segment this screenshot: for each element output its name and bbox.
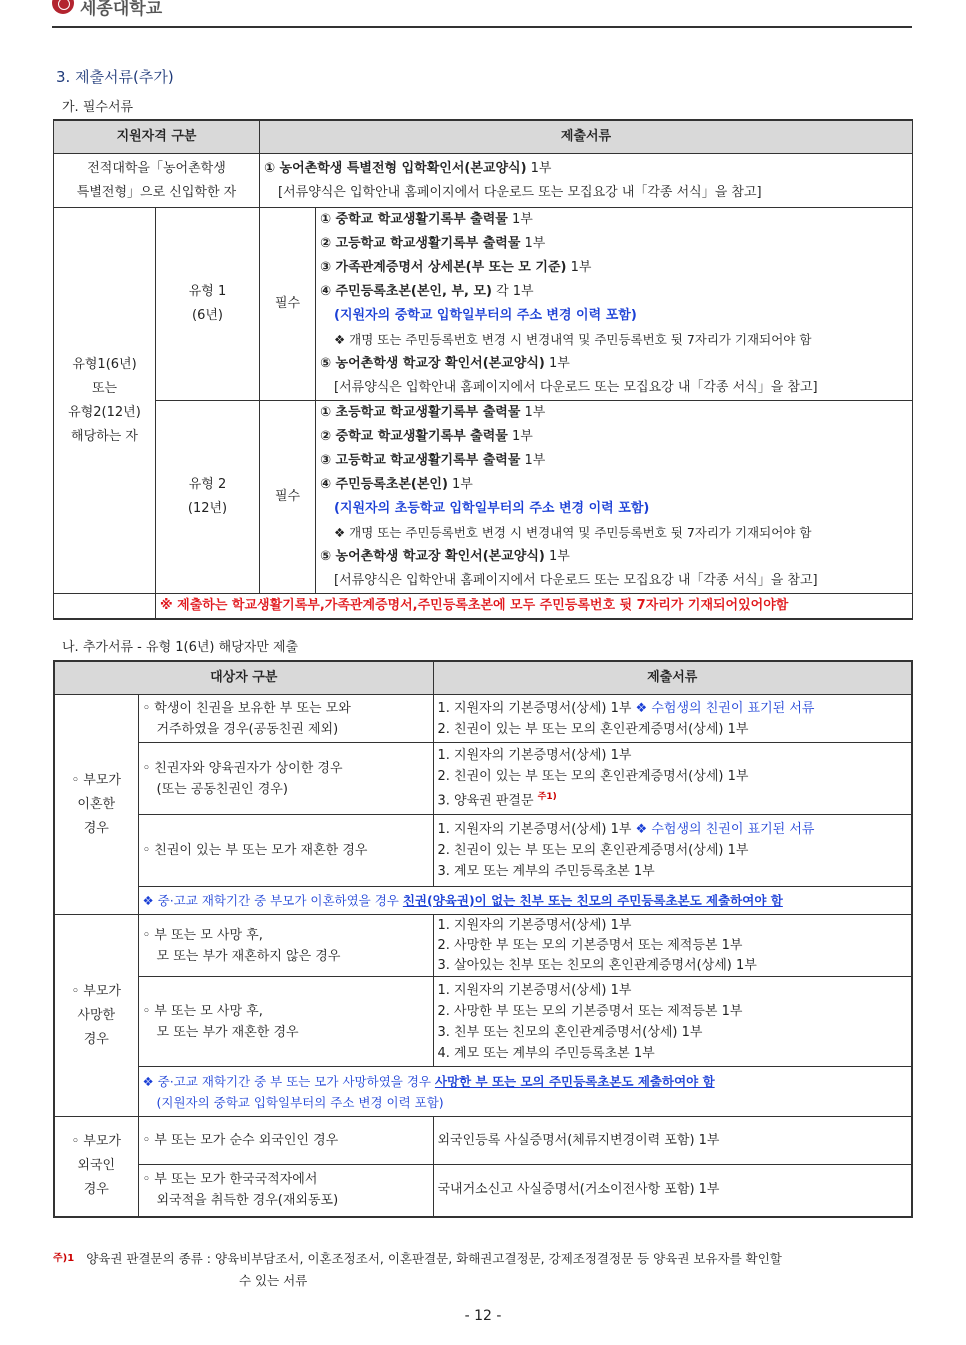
type1-required-cell: 필수: [260, 208, 316, 401]
table-row: [54, 743, 912, 815]
type1-documents-cell: ① 중학교 학교생활기록부 출력물 1부 ② 고등학교 학교생활기록부 출력물 1부 ③ 가족관계증명서 상세본(부 또는 모 기준) 1부 ④ 주민등록초본(본인, 부, 모) 각 1부 (지원자의 중학교 입학일부터의 주소 변경 이력 포함) ❖ 개명 또는 주민등록번호 변경 시 변경내역 및 주민등록번호 뒷 7자리가 기재되어야 함 ⑤ 농어촌학생 학교장 확인서(본교양식) 1부 [서류양식은 입학안내 홈페이지에서 다운로드 또는 모집요강 내「각종 서식」을 참고]: [316, 208, 913, 401]
col-header-documents: 제출서류: [260, 120, 913, 154]
footnote-text: 양육권 판결문의 종류 : 양육비부담조서, 이혼조정조서, 이혼판결문, 화해권고결정문, 강제조정결정문 등 양육권 보유자를 확인할: [86, 1251, 782, 1266]
section-title: 3. 제출서류(추가): [56, 68, 174, 86]
condition-cell: ◦ 학생이 친권을 보유한 부 또는 모와 거주하였을 경우(공동친권 제외): [138, 695, 433, 743]
condition-cell: ◦ 부 또는 모가 한국국적자에서 외국적을 취득한 경우(재외동포): [138, 1165, 433, 1217]
documents-cell: 1. 지원자의 기본증명서(상세) 1부 2. 친권이 있는 부 또는 모의 혼인관계증명서(상세) 1부 3. 양육권 판결문 $^{주1)}$: [433, 743, 912, 815]
type2-required-cell: 필수: [260, 401, 316, 594]
required-documents-table: [53, 119, 913, 620]
condition-cell: ◦ 부 또는 모 사망 후, 모 또는 부가 재혼하지 않은 경우: [138, 915, 433, 977]
col-header-qualification: 지원자격 구분: [54, 120, 260, 154]
subsection-b-title: 나. 추가서류 - 유형 1(6년) 해당자만 제출: [62, 640, 299, 655]
col-header-documents: 제출서류: [433, 661, 912, 695]
condition-cell: ◦ 부 또는 모 사망 후, 모 또는 부가 재혼한 경우: [138, 977, 433, 1067]
type1-label-cell: 유형 1 (6년): [156, 208, 260, 401]
condition-cell: ◦ 친권자와 양육권자가 상이한 경우 (또는 공동친권인 경우): [138, 743, 433, 815]
note-row: [54, 1067, 912, 1117]
foreign-label-cell: ◦ 부모가 외국인 경우: [54, 1117, 138, 1217]
page-header: [52, 0, 912, 28]
documents-cell: 1. 지원자의 기본증명서(상세) 1부 ❖ 수험생의 친권이 표기된 서류 2. 친권이 있는 부 또는 모의 혼인관계증명서(상세) 1부: [433, 695, 912, 743]
footnote-text-cont: 수 있는 서류: [239, 1273, 308, 1288]
table-row: [54, 1165, 912, 1217]
documents-cell: 외국인등록 사실증명서(체류지변경이력 포함) 1부: [433, 1117, 912, 1165]
table-row: [54, 208, 913, 401]
death-label-cell: ◦ 부모가 사망한 경우: [54, 915, 138, 1117]
university-name: 세종대학교: [80, 0, 163, 19]
divorce-label-cell: ◦ 부모가 이혼한 경우: [54, 695, 138, 915]
table-header-row: [54, 661, 912, 695]
footnote-mark: 주)1: [53, 1253, 75, 1264]
documents-cell: 1. 지원자의 기본증명서(상세) 1부 2. 사망한 부 또는 모의 기본증명서 또는 제적등본 1부 3. 살아있는 친부 또는 친모의 혼인관계증명서(상세) 1부: [433, 915, 912, 977]
death-note: ❖ 중·고교 재학기간 중 부 또는 모가 사망하였을 경우 사망한 부 또는 모의 주민등록초본도 제출하여야 함 (지원자의 중학교 입학일부터의 주소 변경 이력 포함): [138, 1067, 912, 1117]
page-number: - 12 -: [464, 1308, 502, 1324]
table-row: [54, 401, 913, 594]
table-row: [54, 695, 912, 743]
table-row: [54, 977, 912, 1067]
documents-cell: 1. 지원자의 기본증명서(상세) 1부 2. 사망한 부 또는 모의 기본증명서 또는 제적등본 1부 3. 친부 또는 친모의 혼인관계증명서(상세) 1부 4. 계모 또는 계부의 주민등록초본 1부: [433, 977, 912, 1067]
warning-row: [54, 594, 913, 620]
qualification-cell: 전적대학을「농어촌학생 특별전형」으로 신입학한 자: [54, 154, 260, 208]
table-row: [54, 915, 912, 977]
condition-cell: ◦ 친권이 있는 부 또는 모가 재혼한 경우: [138, 815, 433, 887]
documents-cell: 1. 지원자의 기본증명서(상세) 1부 ❖ 수험생의 친권이 표기된 서류 2. 친권이 있는 부 또는 모의 혼인관계증명서(상세) 1부 3. 계모 또는 계부의 주민등록초본 1부: [433, 815, 912, 887]
col-header-target: 대상자 구분: [54, 661, 433, 695]
table-row: [54, 154, 913, 208]
table-row: [54, 1117, 912, 1165]
footnote: [53, 1248, 913, 1292]
group-label-cell: 유형1(6년) 또는 유형2(12년) 해당하는 자: [54, 208, 156, 594]
additional-documents-table: [53, 660, 913, 1218]
condition-cell: ◦ 부 또는 모가 순수 외국인인 경우: [138, 1117, 433, 1165]
documents-cell: ① 농어촌학생 특별전형 입학확인서(본교양식) 1부 [서류양식은 입학안내 홈페이지에서 다운로드 또는 모집요강 내「각종 서식」을 참고]: [260, 154, 913, 208]
note-row: [54, 887, 912, 915]
university-logo-icon: [52, 0, 74, 14]
documents-cell: 국내거소신고 사실증명서(거소이전사항 포함) 1부: [433, 1165, 912, 1217]
subsection-a-title: 가. 필수서류: [62, 100, 134, 115]
table-header-row: [54, 120, 913, 154]
table-row: [54, 815, 912, 887]
divorce-note: ❖ 중·고교 재학기간 중 부모가 이혼하였을 경우 친권(양육권)이 없는 친부 또는 친모의 주민등록초본도 제출하여야 함: [138, 887, 912, 915]
type2-documents-cell: ① 초등학교 학교생활기록부 출력물 1부 ② 중학교 학교생활기록부 출력물 1부 ③ 고등학교 학교생활기록부 출력물 1부 ④ 주민등록초본(본인) 1부 (지원자의 초등학교 입학일부터의 주소 변경 이력 포함) ❖ 개명 또는 주민등록번호 변경 시 변경내역 및 주민등록번호 뒷 7자리가 기재되어야 함 ⑤ 농어촌학생 학교장 확인서(본교양식) 1부 [서류양식은 입학안내 홈페이지에서 다운로드 또는 모집요강 내「각종 서식」을 참고]: [316, 401, 913, 594]
type2-label-cell: 유형 2 (12년): [156, 401, 260, 594]
warning-text: ※ 제출하는 학교생활기록부,가족관계증명서,주민등록초본에 모두 주민등록번호 뒷 7자리가 기재되어있어야함: [156, 594, 913, 620]
